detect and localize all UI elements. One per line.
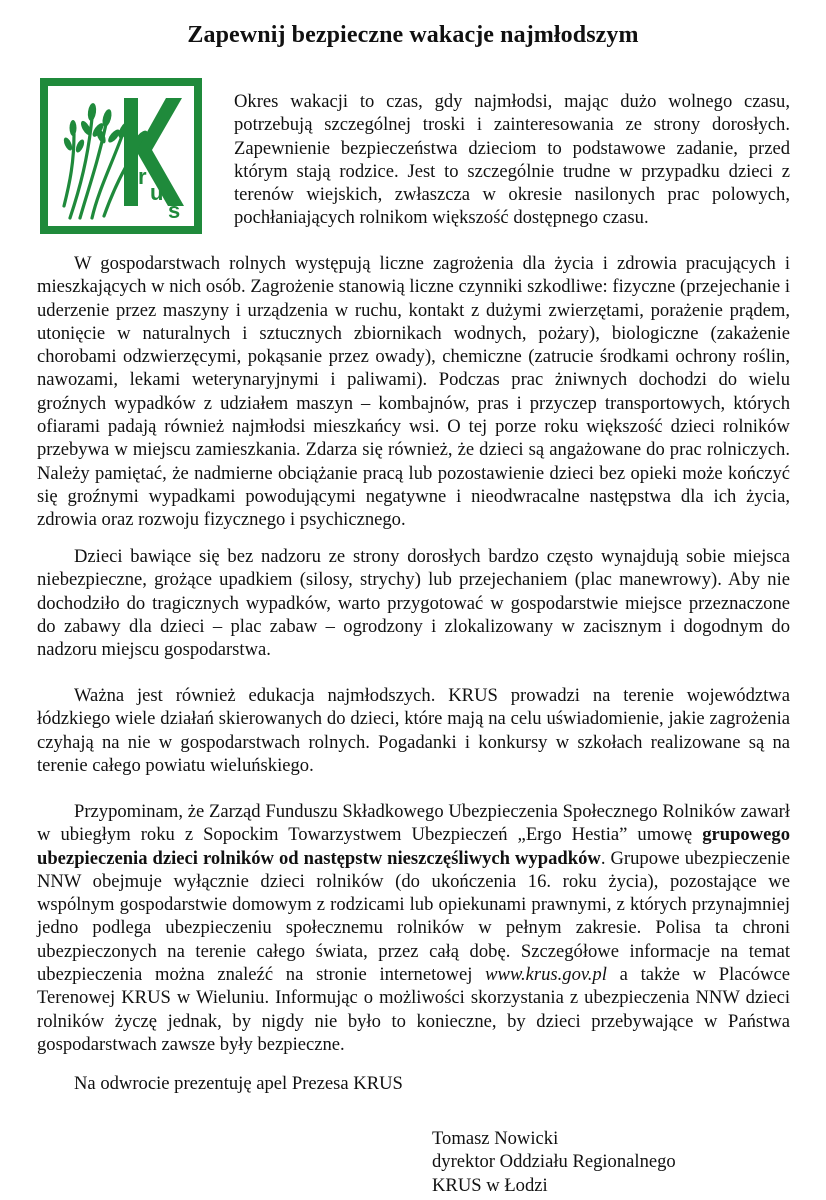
- svg-text:u: u: [150, 180, 164, 205]
- paragraph-education: Ważna jest również edukacja najmłodszych. KRUS prowadzi na terenie województwa łódzkiego wiele działań skierowanych do dzieci, które mają na celu uświadomienie, jakie zagrożenia czyhają na nie w gospodarstwach rolnych. Pogadanki i konkursy w szkołach realizowane są na terenie całego powiatu wieluńskiego.: [37, 685, 790, 776]
- insurance-text-c: a także w Placówce Terenowej KRUS w Wieluniu. Informując o możliwości skorzystania z ubezpieczenia NNW dzieci rolników życzę jednak, by nigdy nie było to konieczne, by dzieci przebywające w Państwa gospodarstwach zawsze były bezpieczne.: [37, 964, 790, 1055]
- insurance-bold-text: grupowego ubezpieczenia dzieci rolników od następstw nieszczęśliwych wypadków: [37, 824, 790, 869]
- insurance-text-a: Przypominam, że Zarząd Funduszu Składkowego Ubezpieczenia Społecznego Rolników zawarł w ubiegłym roku z Sopockim Towarzystwem Ubezpieczeń „Ergo Hestia” umowę: [37, 801, 790, 846]
- insurance-text-b: . Grupowe ubezpieczenie NNW obejmuje wyłącznie dzieci rolników (do ukończenia 16. roku życia), pozostające we wspólnym gospodarstwie domowym z rodzicami lub opiekunami prawnymi, z których przynajmniej jedno podlega ubezpieczeniu społecznemu rolników w pełnym zakresie. Polisa ta chroni ubezpieczonych na terenie całego świata, przez całą dobę. Szczegółowe informacje na temat ubezpieczenia można znaleźć na stronie internetowej: [37, 847, 790, 986]
- paragraph-supervision: Dzieci bawiące się bez nadzoru ze strony dorosłych bardzo często wynajdują sobie miejsca niebezpieczne, grożące upadkiem (silosy, strychy) lub przejechaniem (plac manewrowy). Aby nie dochodziło do tragicznych wypadków, warto przygotować w gospodarstwie miejsce przeznaczone do zabawy dla dzieci – plac zabaw – ogrodzony i zlokalizowany w zacisznym i dogodnym do nadzoru miejscu gospodarstwa.: [37, 546, 790, 661]
- page-title: Zapewnij bezpieczne wakacje najmłodszym: [187, 22, 639, 48]
- signature-org: KRUS w Łodzi: [432, 1174, 548, 1196]
- paragraph-hazards: W gospodarstwach rolnych występują liczne zagrożenia dla życia i zdrowia pracujących i mieszkających w nich osób. Zagrożenie stanowią liczne czynniki szkodliwe: fizyczne (przejechanie i uderzenie przez maszyny i urządzenia w ruchu, kontakt z dużymi zwierzętami, porażenie prądem, utonięcie w naturalnych i sztucznych zbiornikach wodnych, pożary), biologiczne (zakażenie chorobami odzwierzęcymi, pokąsanie przez owady), chemiczne (zatrucie środkami ochrony roślin, nawozami, lekami weterynaryjnymi i paliwami). Podczas prac żniwnych dochodzi do wielu groźnych wypadków z udziałem maszyn – kombajnów, pras i przyczep transportowych, których ofiarami padają również najmłodsi mieszkańcy wsi. O tej porze roku większość dzieci rolników przebywa w miejscu zamieszkania. Zdarza się również, że dzieci są angażowane do prac rolniczych. Należy pamiętać, że nadmierne obciążanie pracą lub pozostawienie dzieci bez opieki może kończyć się groźnymi wypadkami powodującymi negatywne i nieodwracalne następstwa dla ich życia, zdrowia oraz rozwoju fizycznego i psychicznego.: [37, 253, 790, 531]
- signature-block: [432, 1127, 792, 1197]
- svg-text:s: s: [168, 198, 181, 223]
- paragraph-insurance: [37, 800, 790, 1056]
- paragraph-note: Na odwrocie prezentuję apel Prezesa KRUS: [74, 1073, 403, 1094]
- intro-paragraph: Okres wakacji to czas, gdy najmłodsi, mając dużo wolnego czasu, potrzebują szczególnej troski i zainteresowania ze strony dorosłych. Zapewnienie bezpieczeństwa dzieciom to podstawowe zadanie, przed którym stają rodzice. Jest to szczególnie trudne w przypadku dzieci z terenów wiejskich, zwłaszcza w okresie nasilonych prac polowych, pochłaniających rolnikom większość dostępnego czasu.: [234, 91, 790, 229]
- signature-role: dyrektor Oddziału Regionalnego: [432, 1151, 676, 1173]
- krus-logo-graphic: [40, 78, 202, 234]
- krus-logo: [40, 78, 202, 234]
- svg-text:r: r: [138, 164, 147, 189]
- signature-name: Tomasz Nowicki: [432, 1128, 559, 1149]
- krus-website-link[interactable]: www.krus.gov.pl: [485, 964, 607, 986]
